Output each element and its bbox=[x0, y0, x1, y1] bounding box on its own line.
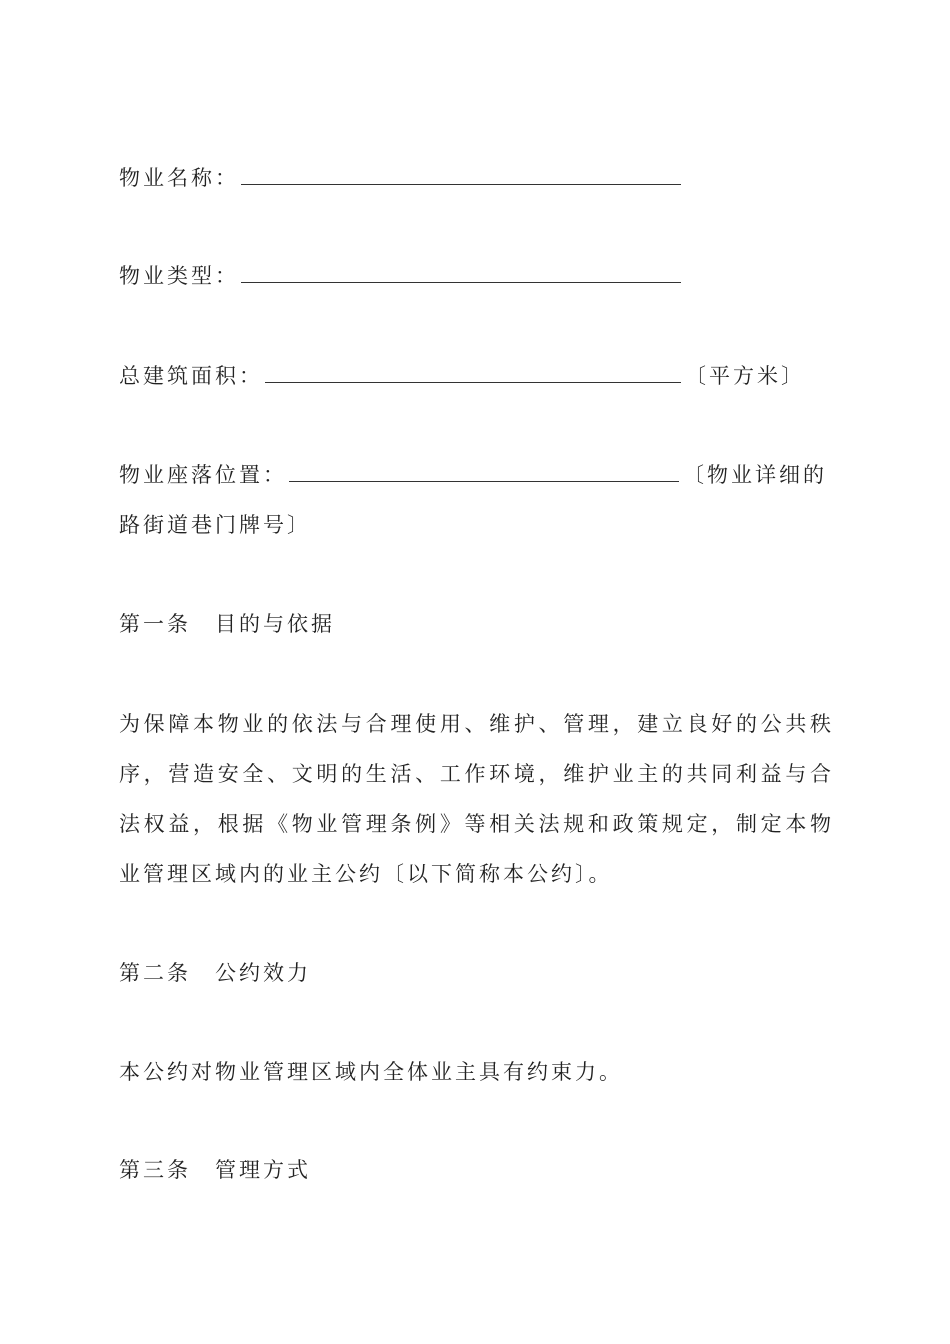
total-area-unit: 〔平方米〕 bbox=[685, 364, 805, 388]
property-type-label: 物业类型： bbox=[119, 264, 239, 288]
article-1-body: 为保障本物业的依法与合理使用、维护、管理，建立良好的公共秩序，营造安全、文明的生活、工作环境，维护业主的共同利益与合法权益，根据《物业管理条例》等相关法规和政策规定，制定本物业管理区域内的业主公约〔以下简称本公约〕。 bbox=[119, 712, 834, 886]
total-area-label: 总建筑面积： bbox=[119, 364, 263, 388]
article-2-heading: 第二条 公约效力 bbox=[119, 961, 311, 985]
property-name-label: 物业名称： bbox=[119, 166, 239, 190]
total-area-blank[interactable] bbox=[265, 362, 681, 383]
property-type-blank[interactable] bbox=[241, 262, 681, 283]
property-type-row bbox=[119, 261, 685, 291]
article-2-body: 本公约对物业管理区域内全体业主具有约束力。 bbox=[119, 1060, 623, 1084]
article-1-heading: 第一条 目的与依据 bbox=[119, 612, 335, 636]
location-row bbox=[119, 460, 827, 490]
location-label: 物业座落位置： bbox=[119, 463, 287, 487]
location-hint-continued bbox=[119, 510, 311, 540]
location-hint-line2: 路街道巷门牌号〕 bbox=[119, 513, 311, 537]
property-name-row bbox=[119, 163, 685, 193]
location-blank[interactable] bbox=[289, 461, 679, 482]
article-3-heading: 第三条 管理方式 bbox=[119, 1158, 311, 1182]
property-name-blank[interactable] bbox=[241, 164, 681, 185]
total-area-row bbox=[119, 361, 805, 391]
location-hint: 〔物业详细的 bbox=[683, 463, 827, 487]
